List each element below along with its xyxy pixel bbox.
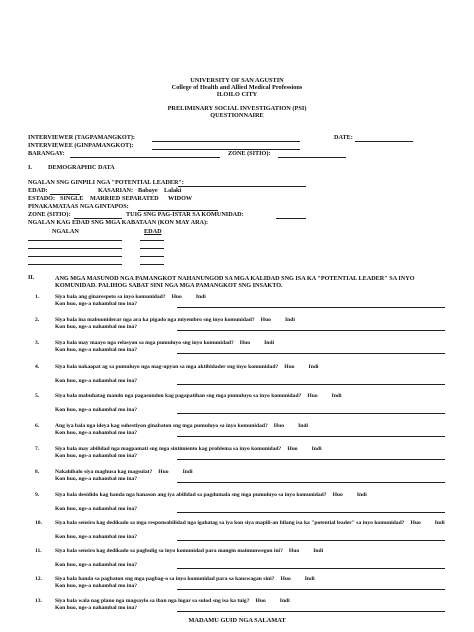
widow-option[interactable]: WIDOW [168,195,193,202]
tuig-line[interactable] [276,218,306,219]
lalaki-option[interactable]: Lalaki [164,187,182,194]
no-option[interactable]: Indi [308,364,319,370]
question-number: 13. [35,598,42,604]
question-number: 3. [35,340,40,346]
form-title: PRELIMINARY SOCIAL INVESTIGATION (PSI) [167,105,307,112]
section1-numeral: I. [28,164,32,171]
question-text: Siya bala sensiro kag dedikado sa pagbulig sa inyo komunidad para mangin maimunwegon ini? [55,548,283,554]
question-text: Nakahibalo siya maghusa kag magsulat? [55,469,153,475]
tuig-label: TUIG SNG PAG-ISTAR SA KOMUNIDAD: [126,211,244,218]
answer-line[interactable] [177,413,445,414]
no-option[interactable]: Indi [304,576,315,582]
question-text: Siya bala may maayo nga relasyon sa mga pumuluyo sng inyo komunidad? [55,340,234,346]
yes-option[interactable]: Huo [273,423,285,429]
question-text: Siya bala may abilidad nga magpamati sng mga sintimiento kag problema sa inyo komunidad? [55,446,282,452]
date-line[interactable] [355,141,413,142]
answer-line[interactable] [177,568,445,569]
yes-option[interactable]: Huo [239,340,251,346]
yes-option[interactable]: Huo [287,446,298,452]
single-option[interactable]: SINGLE [60,195,84,202]
no-option[interactable]: Indi [298,423,309,429]
no-option[interactable]: Indi [182,469,193,475]
yes-option[interactable]: Huo [280,576,291,582]
no-option[interactable]: Indi [313,548,324,554]
date-label: DATE: [334,134,353,141]
barangay-label: BARANGAY: [28,150,65,157]
question-text: Siya bala ang ginarespeto sa inyo komunidad? [55,294,166,300]
answer-line[interactable] [177,436,445,437]
child-name-line[interactable] [28,248,122,249]
kasarian-label: KASARIAN: [98,187,134,194]
question-number: 8. [35,469,40,475]
no-option[interactable]: Indi [311,446,322,452]
yes-option[interactable]: Huo [171,294,182,300]
follow-up-prompt: Kon huo, ngs-a nahambal mo ina? [55,347,138,353]
no-option[interactable]: Indi [331,393,342,399]
question-number: 2. [35,317,40,323]
answer-line[interactable] [177,459,445,460]
question-number: 1. [35,294,40,300]
section2-numeral: II. [28,274,35,281]
interviewee-line[interactable] [152,149,300,150]
zone-line[interactable] [278,157,346,158]
question-number: 11. [35,548,42,554]
estado-label: ESTADO: [28,195,56,202]
child-age-line[interactable] [140,256,164,257]
babaye-option[interactable]: Babaye [138,187,158,194]
interviewer-line[interactable] [152,141,300,142]
no-option[interactable]: Indi [356,492,367,498]
barangay-line[interactable] [70,157,220,158]
question-text: Ang iya bala nga ideya kag suhestiyon ginabaton sng mga pumuluyo sa inyo komunidad? [55,423,268,429]
yes-option[interactable]: Huo [288,548,300,554]
follow-up-prompt: Kon huo, ngs-a nahambal mo ina? [55,562,138,568]
question-text: Siya bala ina mabuoniderar nga ara ka pigado nga miyembro sng inyo komunidad? [55,317,255,323]
answer-line[interactable] [177,512,445,513]
zone-sitio-label: ZONE (SITIO): [28,211,71,218]
child-age-line[interactable] [140,248,164,249]
answer-line[interactable] [177,307,445,308]
no-option[interactable]: Indi [279,598,290,604]
yes-option[interactable]: Huo [260,317,271,323]
zone-label: ZONE (SITIO): [228,150,271,157]
edad-column-header: EDAD [144,228,162,235]
no-option[interactable]: Indi [434,520,445,526]
city-name: ILOILO CITY [216,91,258,98]
yes-option[interactable]: Huo [255,598,266,604]
child-name-line[interactable] [28,240,122,241]
no-option[interactable]: Indi [195,294,206,300]
no-option[interactable]: Indi [284,317,295,323]
question-text: Siya bala handa sa pagbaton sng mga pagbag-o sa inyo komunidad para sa kauswagan sini? [55,576,275,582]
leader-name-line[interactable] [178,186,306,187]
child-name-line[interactable] [28,264,122,265]
follow-up-prompt: Kon huo, ngs-a nahambal mo ina? [55,583,138,589]
question-number: 4. [35,364,40,370]
follow-up-prompt: Kon huo, ngs-a nahambal mo ina? [55,453,138,459]
follow-up-prompt: Kon huo, ngs-a nahambal mo ina? [55,605,138,611]
ngalan-column-header: NGALAN [52,228,79,235]
question-text: Siya bala desidido kag handa nga hanason ang iya abilidad sa pagdumala sng mga pumuluyo sa inyo komunidad? [55,492,327,498]
separated-option[interactable]: SEPARATED [122,195,159,202]
answer-line[interactable] [177,353,445,354]
question-number: 5. [35,393,40,399]
college-name: College of Health and Allied Medical Professions [171,84,303,91]
answer-line[interactable] [177,482,445,483]
yes-option[interactable]: Huo [158,469,169,475]
follow-up-prompt: Kon huo, ngs-a nahambal mo ina? [55,324,138,330]
answer-line[interactable] [177,540,445,541]
yes-option[interactable]: Huo [307,393,318,399]
follow-up-prompt: Kon huo, ngs-a nahambal mo ina? [55,534,138,540]
question-number: 12. [35,576,42,582]
child-name-line[interactable] [28,256,122,257]
question-number: 9. [35,492,40,498]
follow-up-prompt: Kon huo, ngs-a nahambal mo ina? [55,301,138,307]
question-text: Siya bala sensiro kag dedikado sa mga responsabilidad nga igahatag sa iya kon siya mapili-an bilang isa ka "potential leader" sa inyo komunidad? [55,520,405,526]
no-option[interactable]: Indi [264,340,275,346]
question-text: Siya bala mabuhatag mando nga pagasundon kag pagapatihan sng mga pumuluyo sa inyo komunidad? [55,393,302,399]
interviewer-label: INTERVIEWER (TAGPAMANGKOT): [28,134,135,141]
closing-text: MADAMU GUID NGA SALAMAT [188,617,286,624]
yes-option[interactable]: Huo [410,520,421,526]
yes-option[interactable]: Huo [332,492,343,498]
section1-title: DEMOGRAPHIC DATA [48,164,115,171]
answer-line[interactable] [177,589,445,590]
follow-up-prompt: Kon huo, ngs-a nahambal mo ina? [55,378,138,384]
university-name: UNIVERSITY OF SAN AGUSTIN [190,77,284,84]
follow-up-prompt: Kon huo, ngs-a nahambal mo ina? [55,407,138,413]
married-option[interactable]: MARRIED [90,195,121,202]
question-number: 6. [35,423,40,429]
answer-line[interactable] [177,384,445,385]
yes-option[interactable]: Huo [284,364,295,370]
kabataan-label: NGALAN KAG EDAD SNG MGA KABATAAN (KON MAY ARA): [28,219,209,226]
section2-intro: ANG MGA MASUNOD NGA PAMANGKOT NAHANUNGOD SA MGA KALIDAD SNG ISA KA "POTENTIAL LEADER" SA INYO KOMUNIDAD. PALIHOG SABAT SINI NGA MGA PAMANGKOT SNG INSAKTO. [55,275,415,289]
follow-up-prompt: Kon huo, ngs-a nahambal mo ina? [55,430,138,436]
form-subtitle: QUESTIONNAIRE [210,112,264,119]
follow-up-prompt: Kon huo, ngs-a nahambal mo ina? [55,506,138,512]
answer-line[interactable] [177,611,445,612]
interviewee-label: INTERVIEWEE (GINPAMANGKOT): [28,142,134,149]
question-number: 10. [35,520,42,526]
child-age-line[interactable] [140,264,164,265]
child-age-line[interactable] [140,240,164,241]
question-text: Siya bala wala nag plano nga magsaylo sa iban nga lugar sa sulod sng isa ka tuig? [55,598,250,604]
answer-line[interactable] [177,330,445,331]
follow-up-prompt: Kon huo, ngs-a nahambal mo ina? [55,476,138,482]
question-number: 7. [35,446,40,452]
question-text: Siya bala nakaapat ag sa pumuluyo nga mag-upyon sa mga aktibidader sng inyo komunidad? [55,364,279,370]
leader-name-label: NGALAN SNG GINPILI NGA "POTENTIAL LEADER": [28,179,184,186]
edad-label: EDAD: [28,187,48,194]
pinakamataas-label: PINAKAMATAAS NGA GINTAPOS: [28,203,129,210]
